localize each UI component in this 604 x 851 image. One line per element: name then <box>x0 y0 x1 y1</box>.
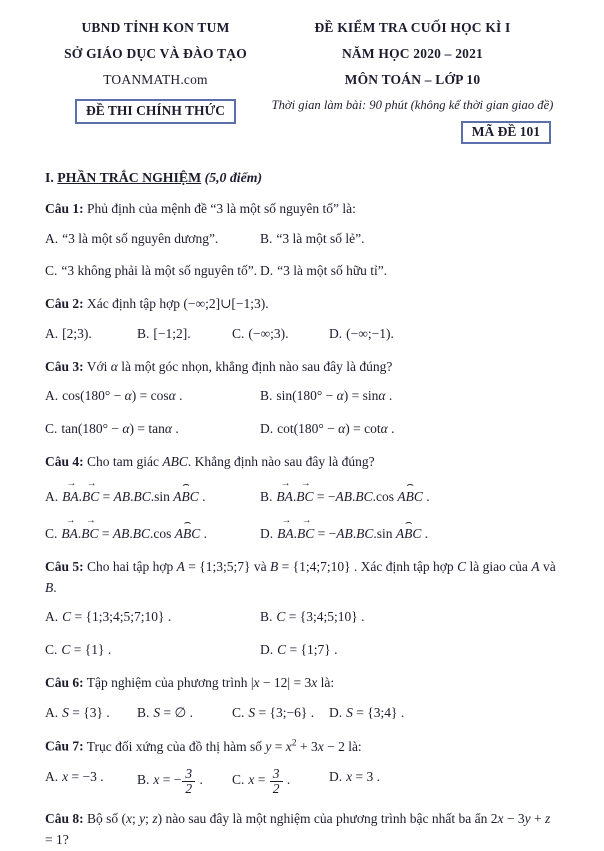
header-left <box>45 20 266 144</box>
exam-code-box: MÃ ĐỀ 101 <box>461 121 551 144</box>
options <box>45 607 559 659</box>
question-label: Câu 8: <box>45 810 84 826</box>
section-heading <box>45 170 559 186</box>
options <box>45 703 559 723</box>
option-d: D. C = {1;7} . <box>260 642 338 658</box>
official-exam-stamp: ĐỀ THI CHÍNH THỨC <box>75 99 236 124</box>
question-label: Câu 5: <box>45 558 84 574</box>
school-year: NĂM HỌC 2020 – 2021 <box>341 46 484 61</box>
options <box>45 482 559 544</box>
subject-grade: MÔN TOÁN – LỚP 10 <box>344 72 481 87</box>
option-c: C. S = {3;−6} . <box>232 704 315 720</box>
option-c: C. x = $\frac{3}{2}$ . <box>232 765 291 796</box>
header-right <box>266 20 559 144</box>
option-b: B. C = {3;4;5;10} . <box>260 609 365 625</box>
option-c: C. tan(180° − α) = tanα . <box>45 421 179 437</box>
option-b: B. “3 là một số lẻ”. <box>260 230 365 246</box>
option-a: A. S = {3} . <box>45 704 110 720</box>
option-d: D. x = 3 . <box>329 768 380 784</box>
option-d: D. (−∞;−1). <box>329 325 394 341</box>
section-numeral: I. <box>45 170 54 185</box>
option-d: D. cot(180° − α) = cotα . <box>260 421 395 437</box>
question-2 <box>45 294 559 343</box>
question-text: Phủ định của mệnh đề “3 là một số nguyên tố” là: <box>87 201 356 216</box>
time-note: Thời gian làm bài: 90 phút (không kể thời gian giao đề) <box>271 98 554 112</box>
header <box>45 20 559 144</box>
question-1 <box>45 199 559 281</box>
question-6 <box>45 673 559 722</box>
question-text: Trục đối xứng của đồ thị hàm số $y = x^2 + 3x - 2$ là: <box>86 737 362 754</box>
question-text: Tập nghiệm của phương trình |x − 12| = 3x là: <box>86 674 335 690</box>
question-text: Xác định tập hợp (−∞;2]∪[−1;3). <box>87 296 269 312</box>
option-b: B. S = ∅ . <box>137 704 194 720</box>
question-label: Câu 4: <box>45 453 84 469</box>
question-text: Với α là một góc nhọn, khẳng định nào sau đây là đúng? <box>86 358 393 374</box>
options <box>45 229 559 281</box>
question-label: Câu 2: <box>45 296 84 312</box>
question-label: Câu 3: <box>45 358 84 374</box>
options <box>45 324 559 344</box>
option-a: A. C = {1;3;4;5;7;10} . <box>45 609 172 625</box>
option-b: B. x = − $\frac{3}{2}$ . <box>137 765 203 796</box>
exam-code-row <box>266 121 559 144</box>
option-d: D. S = {3;4} . <box>329 704 405 720</box>
question-4 <box>45 452 559 544</box>
question-text: Cho hai tập hợp A = {1;3;5;7} và B = {1;4;7;10} . Xác định tập hợp C là giao của A và B. <box>45 558 556 595</box>
option-d: D. BA →.BC → = −AB.BC.sin ABC ⌢ . <box>260 519 559 544</box>
question-label: Câu 1: <box>45 201 84 216</box>
option-b: B. [−1;2]. <box>137 325 191 341</box>
issuer-line-2: SỞ GIÁO DỤC VÀ ĐÀO TẠO <box>64 46 247 61</box>
option-a: A. “3 là một số nguyên dương”. <box>45 230 219 246</box>
option-a: A. BA →.BC → = AB.BC.sin ABC ⌢ . <box>45 482 260 507</box>
options <box>45 386 559 438</box>
option-d: D. “3 là một số hữu tỉ”. <box>260 263 388 279</box>
question-label: Câu 7: <box>45 738 84 754</box>
options <box>45 767 559 796</box>
question-text: Cho tam giác ABC. Khẳng định nào sau đây là đúng? <box>87 453 375 469</box>
option-c: C. “3 không phải là một số nguyên tố”. <box>45 263 258 279</box>
option-c: C. (−∞;3). <box>232 325 289 341</box>
exam-title: ĐỀ KIỂM TRA CUỐI HỌC KÌ I <box>314 20 511 35</box>
question-8 <box>45 809 559 851</box>
option-b: B. BA →.BC → = −AB.BC.cos ABC ⌢ . <box>260 482 559 507</box>
section-title: PHẦN TRẮC NGHIỆM <box>57 170 202 185</box>
option-c: C. C = {1} . <box>45 642 112 658</box>
section-points: (5,0 điểm) <box>204 170 263 185</box>
question-7 <box>45 735 559 796</box>
option-a: A. cos(180° − α) = cosα . <box>45 388 183 404</box>
question-label: Câu 6: <box>45 674 84 690</box>
option-a: A. [2;3). <box>45 325 92 341</box>
option-a: A. x = −3 . <box>45 768 104 784</box>
question-text: Bộ số (x; y; z) nào sau đây là một nghiệm của phương trình bậc nhất ba ẩn 2x − 3y + z = 1? <box>45 810 551 847</box>
option-b: B. sin(180° − α) = sinα . <box>260 388 393 404</box>
option-c: C. BA →.BC → = AB.BC.cos ABC ⌢ . <box>45 519 260 544</box>
question-3 <box>45 357 559 439</box>
question-5 <box>45 557 559 660</box>
site-name: TOANMATH.com <box>103 72 208 87</box>
issuer-line-1: UBND TỈNH KON TUM <box>81 20 230 35</box>
